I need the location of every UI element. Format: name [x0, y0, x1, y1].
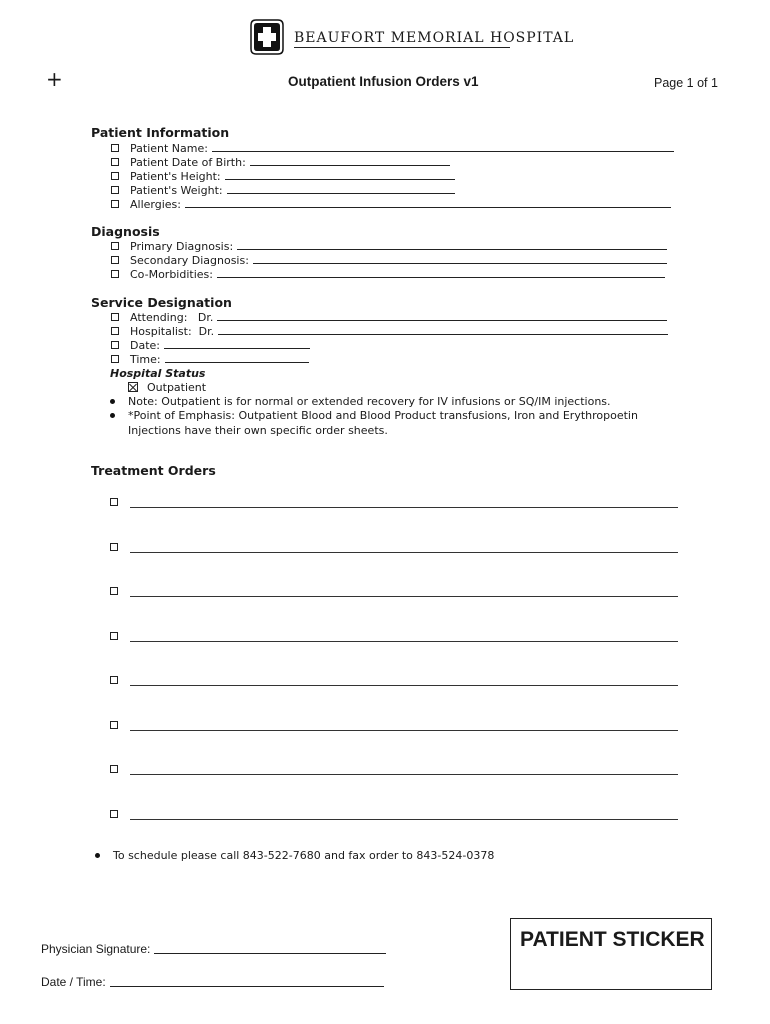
service-date-row[interactable] — [111, 338, 310, 352]
attending-row[interactable] — [111, 310, 667, 324]
outpatient-label: Outpatient — [147, 381, 207, 394]
service-date-field[interactable] — [164, 348, 310, 349]
hospital-name-rule — [294, 47, 510, 48]
service-time-label: Time: — [130, 353, 161, 366]
treatment-order-checkbox[interactable] — [110, 632, 118, 640]
treatment-order-line[interactable] — [130, 596, 678, 597]
date-time-row[interactable] — [41, 973, 384, 989]
treatment-order-checkbox[interactable] — [110, 721, 118, 729]
service-date-label: Date: — [130, 339, 160, 352]
patient-sticker-label: PATIENT STICKER — [520, 928, 705, 951]
treatment-order-row[interactable] — [110, 762, 678, 776]
patient-height-label: Patient's Height: — [130, 170, 221, 183]
hospitalist-label: Hospitalist: Dr. — [130, 325, 215, 338]
service-time-field[interactable] — [165, 362, 309, 363]
hospitalist-field[interactable] — [218, 334, 668, 335]
patient-dob-row[interactable] — [111, 155, 450, 169]
treatment-order-line[interactable] — [130, 819, 678, 820]
treatment-order-checkbox[interactable] — [110, 587, 118, 595]
patient-name-checkbox[interactable] — [111, 144, 119, 152]
treatment-order-checkbox[interactable] — [110, 765, 118, 773]
service-time-checkbox[interactable] — [111, 355, 119, 363]
treatment-order-row[interactable] — [110, 673, 678, 687]
treatment-order-row[interactable] — [110, 584, 678, 598]
attending-checkbox[interactable] — [111, 313, 119, 321]
patient-dob-field[interactable] — [250, 165, 450, 166]
date-time-field[interactable] — [110, 986, 384, 987]
service-date-checkbox[interactable] — [111, 341, 119, 349]
primary-diagnosis-checkbox[interactable] — [111, 242, 119, 250]
treatment-orders-heading: Treatment Orders — [91, 463, 216, 478]
hospital-name: BEAUFORT MEMORIAL HOSPITAL — [294, 30, 575, 46]
physician-signature-row[interactable] — [41, 940, 386, 956]
patient-name-row[interactable] — [111, 141, 674, 155]
service-designation-heading: Service Designation — [91, 295, 232, 310]
secondary-diagnosis-row[interactable] — [111, 253, 667, 267]
hospital-status-heading: Hospital Status — [110, 367, 206, 380]
hospitalist-row[interactable] — [111, 324, 668, 338]
outpatient-note-text: Note: Outpatient is for normal or extended recovery for IV infusions or SQ/IM injections. — [128, 395, 611, 408]
patient-height-field[interactable] — [225, 179, 455, 180]
bullet-icon — [95, 853, 100, 858]
emphasis-note — [110, 409, 638, 423]
emphasis-note-text-continued: Injections have their own specific order sheets. — [128, 424, 388, 437]
treatment-order-line[interactable] — [130, 641, 678, 642]
treatment-order-checkbox[interactable] — [110, 810, 118, 818]
plus-mark: + — [46, 67, 63, 91]
treatment-order-row[interactable] — [110, 629, 678, 643]
service-time-row[interactable] — [111, 352, 309, 366]
treatment-order-line[interactable] — [130, 774, 678, 775]
physician-signature-field[interactable] — [154, 953, 386, 954]
co-morbidities-checkbox[interactable] — [111, 270, 119, 278]
treatment-order-row[interactable] — [110, 718, 678, 732]
outpatient-checkbox-checked-icon[interactable] — [128, 382, 138, 392]
treatment-order-line[interactable] — [130, 552, 678, 553]
diagnosis-heading: Diagnosis — [91, 224, 160, 239]
outpatient-option[interactable] — [128, 380, 206, 394]
physician-signature-label: Physician Signature: — [41, 942, 151, 956]
treatment-order-row[interactable] — [110, 495, 678, 509]
co-morbidities-row[interactable] — [111, 267, 665, 281]
secondary-diagnosis-checkbox[interactable] — [111, 256, 119, 264]
schedule-note — [95, 849, 494, 863]
patient-name-label: Patient Name: — [130, 142, 208, 155]
patient-height-row[interactable] — [111, 169, 455, 183]
hospital-logo-icon — [250, 18, 284, 56]
bullet-icon — [110, 399, 115, 404]
primary-diagnosis-field[interactable] — [237, 249, 667, 250]
patient-name-field[interactable] — [212, 151, 674, 152]
page-number: Page 1 of 1 — [654, 76, 718, 90]
allergies-row[interactable] — [111, 197, 671, 211]
allergies-label: Allergies: — [130, 198, 181, 211]
allergies-checkbox[interactable] — [111, 200, 119, 208]
patient-height-checkbox[interactable] — [111, 172, 119, 180]
emphasis-note-text: *Point of Emphasis: Outpatient Blood and Blood Product transfusions, Iron and Erythropoetin — [128, 409, 638, 422]
primary-diagnosis-label: Primary Diagnosis: — [130, 240, 234, 253]
hospitalist-checkbox[interactable] — [111, 327, 119, 335]
bullet-icon — [110, 413, 115, 418]
treatment-order-checkbox[interactable] — [110, 498, 118, 506]
attending-label: Attending: Dr. — [130, 311, 214, 324]
treatment-order-line[interactable] — [130, 730, 678, 731]
allergies-field[interactable] — [185, 207, 671, 208]
patient-weight-label: Patient's Weight: — [130, 184, 223, 197]
emphasis-note-continued — [128, 424, 388, 438]
document-title: Outpatient Infusion Orders v1 — [288, 74, 479, 89]
co-morbidities-field[interactable] — [217, 277, 665, 278]
attending-field[interactable] — [217, 320, 667, 321]
treatment-order-checkbox[interactable] — [110, 676, 118, 684]
treatment-order-row[interactable] — [110, 807, 678, 821]
patient-info-heading: Patient Information — [91, 125, 230, 140]
secondary-diagnosis-field[interactable] — [253, 263, 667, 264]
treatment-order-row[interactable] — [110, 540, 678, 554]
date-time-label: Date / Time: — [41, 975, 106, 989]
treatment-order-line[interactable] — [130, 507, 678, 508]
patient-weight-checkbox[interactable] — [111, 186, 119, 194]
co-morbidities-label: Co-Morbidities: — [130, 268, 213, 281]
secondary-diagnosis-label: Secondary Diagnosis: — [130, 254, 249, 267]
patient-weight-field[interactable] — [227, 193, 455, 194]
patient-weight-row[interactable] — [111, 183, 455, 197]
treatment-order-line[interactable] — [130, 685, 678, 686]
outpatient-note — [110, 395, 611, 409]
patient-dob-label: Patient Date of Birth: — [130, 156, 246, 169]
treatment-order-checkbox[interactable] — [110, 543, 118, 551]
primary-diagnosis-row[interactable] — [111, 239, 667, 253]
schedule-note-text: To schedule please call 843-522-7680 and fax order to 843-524-0378 — [113, 849, 495, 862]
patient-dob-checkbox[interactable] — [111, 158, 119, 166]
